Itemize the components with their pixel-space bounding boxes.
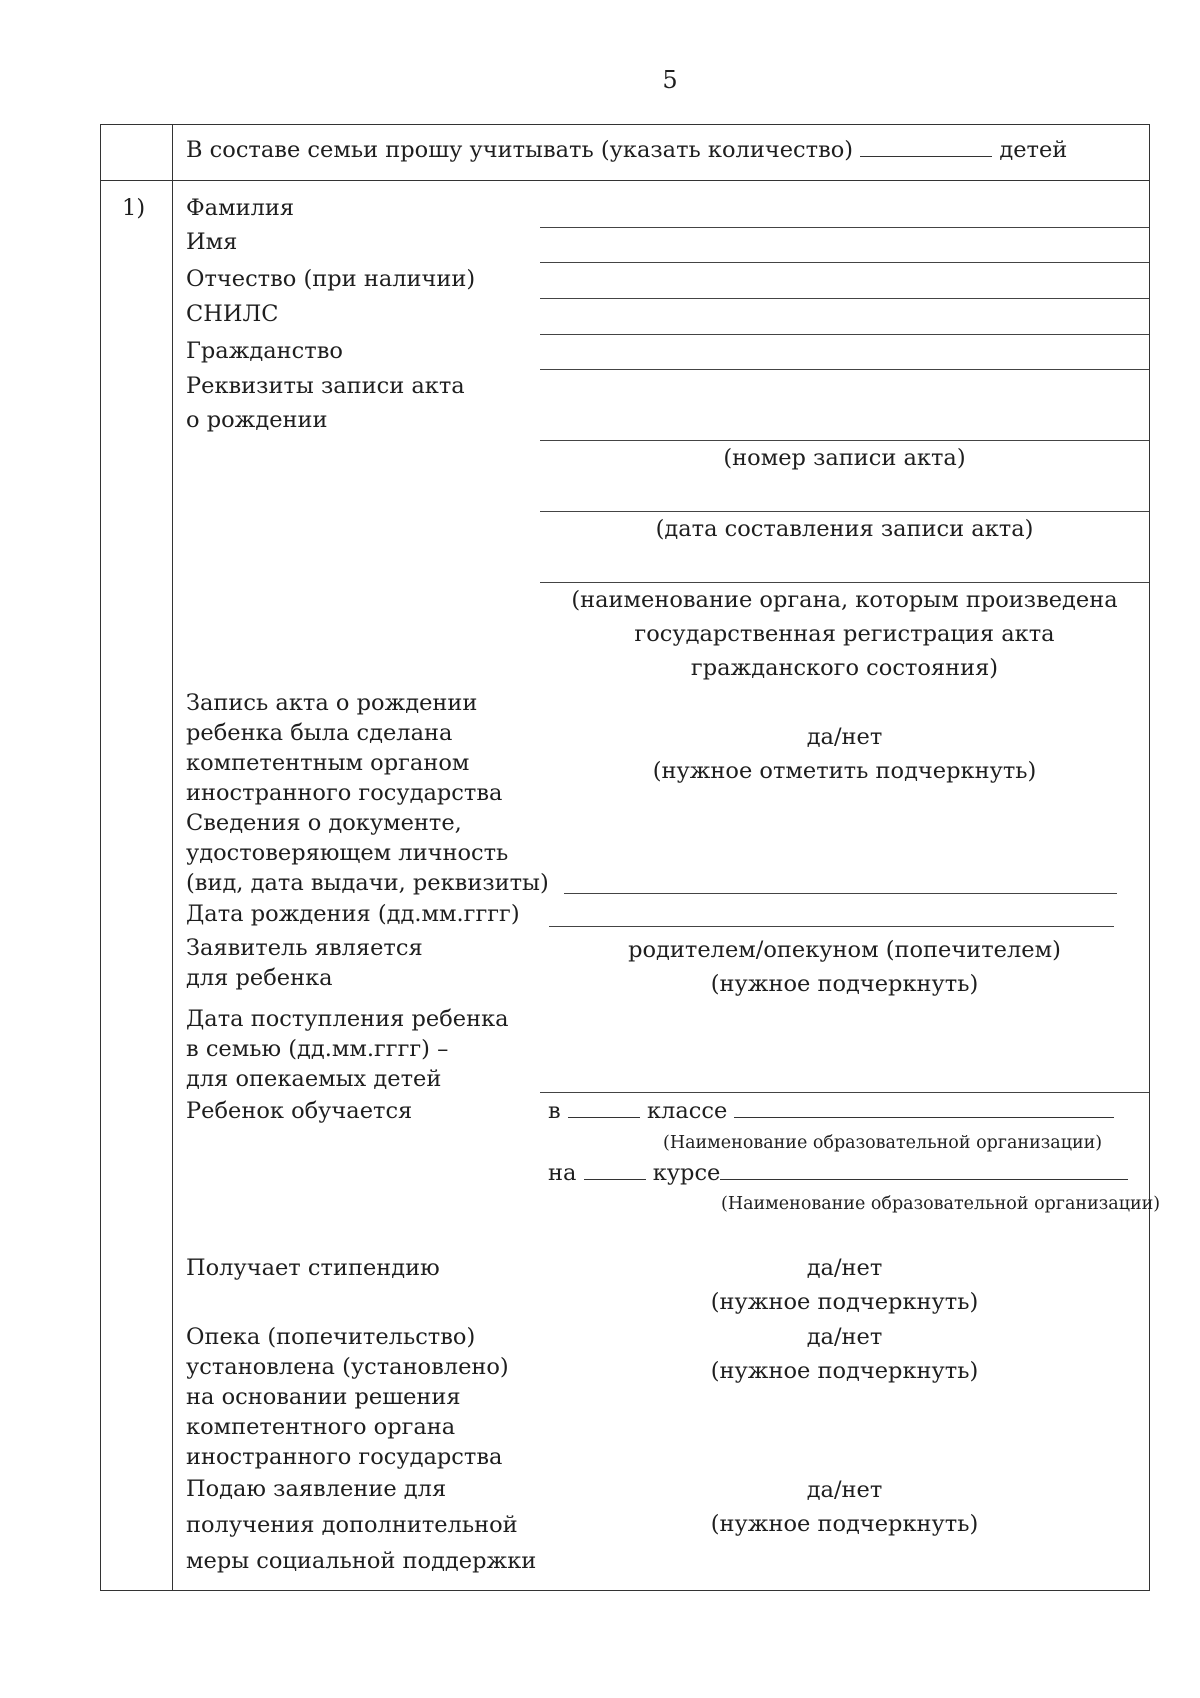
course-field[interactable]: [584, 1159, 646, 1180]
authority-caption-2: государственная регистрация акта: [634, 621, 1055, 647]
college-prefix: на: [548, 1160, 577, 1186]
foreign-record-label-4: иностранного государства: [186, 780, 503, 806]
children-count-label: В составе семьи прошу учитывать (указать количество): [186, 137, 854, 163]
guardianship-value[interactable]: да/нет: [806, 1324, 883, 1350]
guardianship-label-2: установлена (установлено): [186, 1354, 509, 1380]
support-label-3: меры социальной поддержки: [186, 1548, 537, 1574]
family-entry-label-3: для опекаемых детей: [186, 1066, 442, 1092]
applicant-role-value[interactable]: родителем/опекуном (попечителем): [628, 937, 1061, 963]
guardianship-label-4: компетентного органа: [186, 1414, 456, 1440]
foreign-record-label-1: Запись акта о рождении: [186, 690, 478, 716]
scholarship-label: Получает стипендию: [186, 1255, 440, 1281]
college-word: курсе: [652, 1160, 721, 1186]
authority-caption-3: гражданского состояния): [690, 655, 999, 681]
patronymic-label: Отчество (при наличии): [186, 266, 476, 292]
applicant-role-label-2: для ребенка: [186, 965, 333, 991]
guardianship-label-1: Опека (попечительство): [186, 1324, 476, 1350]
record-number-caption: (номер записи акта): [723, 445, 966, 471]
guardianship-label-5: иностранного государства: [186, 1444, 503, 1470]
family-entry-field[interactable]: [540, 1092, 1149, 1093]
table-column-divider: [172, 124, 173, 1591]
surname-field[interactable]: [540, 227, 1149, 228]
school-line: [548, 1096, 1114, 1126]
college-caption: (Наименование образовательной организации): [721, 1194, 1161, 1214]
id-document-label-3: (вид, дата выдачи, реквизиты): [186, 870, 549, 896]
id-document-label-1: Сведения о документе,: [186, 810, 462, 836]
foreign-record-label-2: ребенка была сделана: [186, 720, 453, 746]
authority-caption-1: (наименование органа, которым произведена: [571, 587, 1118, 613]
name-label: Имя: [186, 229, 238, 255]
grade-field[interactable]: [568, 1097, 640, 1118]
birth-record-label-1: Реквизиты записи акта: [186, 373, 465, 399]
surname-label: Фамилия: [186, 195, 295, 221]
birth-date-label: Дата рождения (дд.мм.гггг): [186, 901, 520, 927]
snils-field[interactable]: [540, 334, 1149, 335]
family-entry-label-1: Дата поступления ребенка: [186, 1006, 509, 1032]
support-value[interactable]: да/нет: [806, 1477, 883, 1503]
children-count-suffix: детей: [999, 137, 1068, 163]
school-caption: (Наименование образовательной организации): [663, 1133, 1103, 1153]
guardianship-hint: (нужное подчеркнуть): [710, 1358, 979, 1384]
foreign-record-value[interactable]: да/нет: [806, 724, 883, 750]
snils-label: СНИЛС: [186, 301, 279, 327]
children-count-field[interactable]: [860, 136, 992, 157]
college-line: [548, 1158, 1128, 1188]
citizenship-label: Гражданство: [186, 338, 343, 364]
table-row-divider: [100, 180, 1150, 181]
citizenship-field[interactable]: [540, 369, 1149, 370]
school-prefix: в: [548, 1098, 561, 1124]
education-label: Ребенок обучается: [186, 1098, 413, 1124]
foreign-record-hint: (нужное отметить подчеркнуть): [652, 758, 1037, 784]
birth-date-field[interactable]: [549, 926, 1114, 927]
foreign-record-label-3: компетентным органом: [186, 750, 470, 776]
school-name-field[interactable]: [734, 1097, 1114, 1118]
page-number: 5: [662, 66, 678, 94]
id-document-label-2: удостоверяющем личность: [186, 840, 509, 866]
patronymic-field[interactable]: [540, 298, 1149, 299]
college-name-field[interactable]: [720, 1159, 1128, 1180]
support-label-1: Подаю заявление для: [186, 1476, 447, 1502]
support-hint: (нужное подчеркнуть): [710, 1511, 979, 1537]
guardianship-label-3: на основании решения: [186, 1384, 461, 1410]
applicant-role-label-1: Заявитель является: [186, 935, 423, 961]
applicant-role-hint: (нужное подчеркнуть): [710, 971, 979, 997]
scholarship-value[interactable]: да/нет: [806, 1255, 883, 1281]
family-entry-label-2: в семью (дд.мм.гггг) –: [186, 1036, 449, 1062]
children-count-row: [186, 135, 1067, 165]
scholarship-hint: (нужное подчеркнуть): [710, 1289, 979, 1315]
name-field[interactable]: [540, 262, 1149, 263]
id-document-field[interactable]: [564, 893, 1117, 894]
support-label-2: получения дополнительной: [186, 1512, 518, 1538]
birth-record-label-2: о рождении: [186, 407, 328, 433]
school-word: классе: [646, 1098, 728, 1124]
record-date-caption: (дата составления записи акта): [655, 516, 1034, 542]
child-index: 1): [122, 195, 146, 221]
